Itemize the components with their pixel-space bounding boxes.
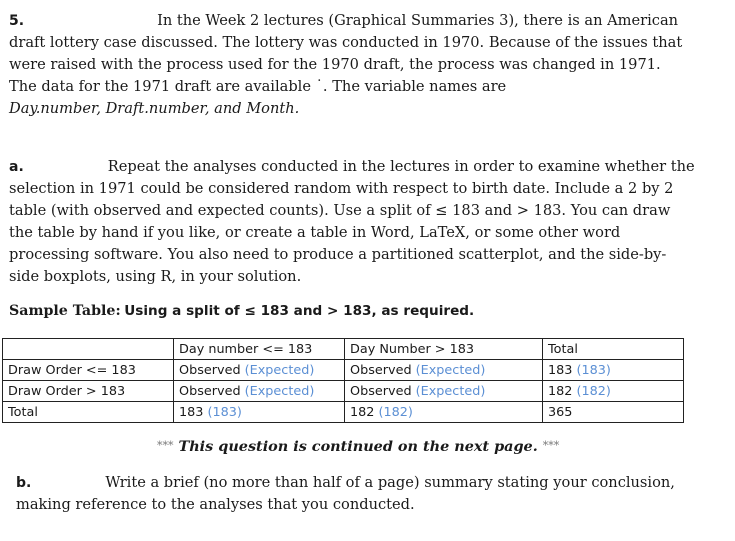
table-header-row	[3, 339, 684, 360]
part-b-line-2: making reference to the analyses that you conducted.	[16, 496, 415, 513]
q5-line-1: 5. In the Week 2 lectures (Graphical Summaries 3), there is an American	[9, 12, 679, 29]
table-cell: 365	[543, 402, 684, 423]
stars-left: ***	[157, 439, 174, 452]
row-label: Total	[3, 402, 174, 423]
contingency-table	[2, 338, 684, 423]
table-row	[3, 381, 684, 402]
part-a-line-4: the table by hand if you like, or create a table in Word, LaTeX, or some other word	[9, 224, 621, 241]
table-cell: Observed (Expected)	[174, 360, 345, 381]
table-cell: Observed (Expected)	[345, 360, 543, 381]
table-cell	[3, 339, 174, 360]
table-header-cell: Day number <= 183	[174, 339, 345, 360]
question-5	[9, 10, 729, 120]
continued-notice	[157, 438, 577, 455]
stars-right: ***	[542, 439, 560, 452]
question-number: 5.	[9, 13, 25, 29]
table-cell: Observed (Expected)	[174, 381, 345, 402]
part-a-line-5: processing software. You also need to produce a partitioned scatterplot, and the side-by-	[9, 246, 667, 263]
table-row	[3, 402, 684, 423]
q5-line-4: The data for the 1971 draft are available ˙. The variable names are	[9, 78, 507, 95]
q5-variable-names: Day.number, Draft.number, and Month.	[9, 100, 300, 117]
part-b	[16, 472, 728, 516]
part-a-line-3: table (with observed and expected counts). Use a split of ≤ 183 and > 183. You can draw	[9, 202, 671, 219]
part-b-label: b.	[16, 475, 32, 491]
row-label: Draw Order <= 183	[3, 360, 174, 381]
sample-table-description: Using a split of ≤ 183 and > 183, as required.	[124, 303, 475, 319]
part-a-line-1: a. Repeat the analyses conducted in the lectures in order to examine whether the	[9, 158, 695, 175]
part-a-line-2: selection in 1971 could be considered random with respect to birth date. Include a 2 by 2	[9, 180, 674, 197]
part-a-label: a.	[9, 159, 24, 175]
table-header-cell: Day Number > 183	[345, 339, 543, 360]
sample-table-label: Sample Table:	[9, 303, 121, 319]
table-header-cell: Total	[543, 339, 684, 360]
continued-text: This question is continued on the next page.	[178, 438, 538, 455]
part-a-line-6: side boxplots, using R, in your solution.	[9, 268, 302, 285]
part-b-line-1: b. Write a brief (no more than half of a page) summary stating your conclusion,	[16, 474, 675, 491]
table-cell: 183 (183)	[174, 402, 345, 423]
table-cell: 182 (182)	[543, 381, 684, 402]
part-a	[9, 156, 729, 288]
row-label: Draw Order > 183	[3, 381, 174, 402]
table-cell: Observed (Expected)	[345, 381, 543, 402]
table-cell: 182 (182)	[345, 402, 543, 423]
table-row	[3, 360, 684, 381]
table-cell: 183 (183)	[543, 360, 684, 381]
q5-line-3: were raised with the process used for the 1970 draft, the process was changed in 1971.	[9, 56, 661, 73]
q5-line-2: draft lottery case discussed. The lottery was conducted in 1970. Because of the issues that	[9, 34, 683, 51]
sample-table-heading	[9, 303, 474, 320]
